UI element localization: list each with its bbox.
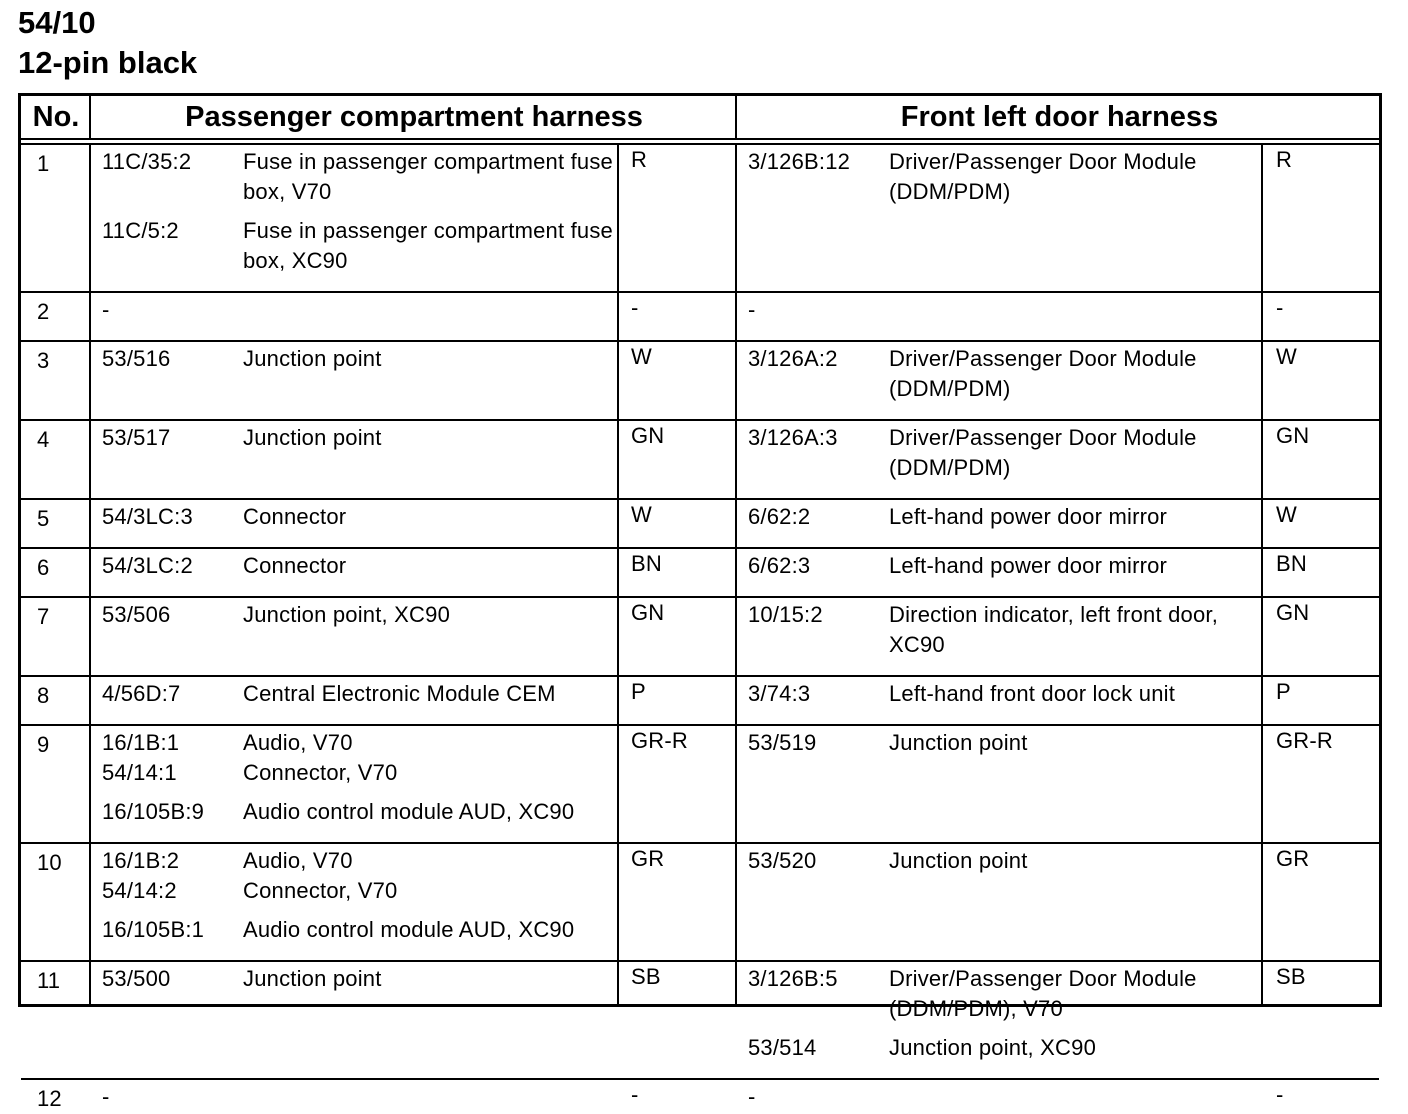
passenger-description: Fuse in passenger compartment fuse box, XC90 (243, 218, 613, 273)
passenger-code: 54/14:1 (102, 760, 177, 785)
passenger-wire-color: - (631, 295, 639, 320)
passenger-wire-color: GN (631, 423, 665, 448)
door-description: Junction point, XC90 (889, 1035, 1097, 1060)
row-divider (21, 291, 1379, 293)
passenger-code: 16/105B:9 (102, 799, 205, 824)
pin-number: 9 (37, 732, 50, 757)
passenger-description: Junction point (243, 425, 382, 450)
passenger-description: Fuse in passenger compartment fuse box, V70 (243, 149, 613, 204)
door-code: 3/126A:2 (748, 346, 838, 371)
row-divider (21, 1078, 1379, 1080)
door-code: 3/126B:5 (748, 966, 838, 991)
passenger-code: 11C/35:2 (102, 149, 192, 174)
header-no: No. (32, 100, 80, 133)
passenger-code: 53/500 (102, 966, 171, 991)
row-divider (21, 143, 1379, 145)
door-wire-color: - (1276, 1082, 1284, 1107)
row-divider (21, 675, 1379, 677)
door-wire-color: P (1276, 679, 1291, 704)
passenger-code: - (102, 1084, 110, 1109)
pin-number: 6 (37, 555, 50, 580)
passenger-code: 16/105B:1 (102, 917, 205, 942)
passenger-wire-color: P (631, 679, 646, 704)
pin-number: 7 (37, 604, 50, 629)
pin-number: 11 (37, 968, 61, 993)
passenger-code: 16/1B:2 (102, 848, 180, 873)
passenger-description: Connector (243, 553, 347, 578)
door-description: Driver/Passenger Door Module (DDM/PDM) (889, 346, 1197, 401)
column-divider (735, 145, 737, 1004)
row-divider (21, 498, 1379, 500)
door-code: 3/126B:12 (748, 149, 851, 174)
passenger-wire-color: R (631, 147, 648, 172)
passenger-wire-color: GR-R (631, 728, 689, 753)
door-code: - (748, 297, 756, 322)
passenger-description: Audio control module AUD, XC90 (243, 799, 575, 824)
door-wire-color: GR (1276, 846, 1310, 871)
door-description: Driver/Passenger Door Module (DDM/PDM), V70 (889, 966, 1197, 1021)
passenger-code: 54/14:2 (102, 878, 177, 903)
passenger-wire-color: BN (631, 551, 662, 576)
door-description: Left-hand power door mirror (889, 504, 1168, 529)
connector-id: 54/10 (18, 5, 96, 40)
row-divider (21, 547, 1379, 549)
passenger-code: 53/516 (102, 346, 171, 371)
door-description: Driver/Passenger Door Module (DDM/PDM) (889, 425, 1197, 480)
column-divider (735, 96, 737, 138)
door-code: 6/62:3 (748, 553, 811, 578)
passenger-code: 53/517 (102, 425, 171, 450)
pin-number: 10 (37, 850, 62, 875)
pin-number: 12 (37, 1086, 62, 1111)
passenger-wire-color: - (631, 1082, 639, 1107)
passenger-wire-color: GN (631, 600, 665, 625)
door-wire-color: R (1276, 147, 1293, 172)
row-divider (21, 724, 1379, 726)
passenger-wire-color: W (631, 344, 652, 369)
passenger-code: 53/506 (102, 602, 171, 627)
door-wire-color: - (1276, 295, 1284, 320)
passenger-wire-color: GR (631, 846, 665, 871)
header-passenger-harness: Passenger compartment harness (185, 100, 643, 133)
passenger-code: - (102, 297, 110, 322)
passenger-description: Audio, V70 (243, 730, 353, 755)
row-divider (21, 960, 1379, 962)
passenger-wire-color: W (631, 502, 652, 527)
passenger-code: 11C/5:2 (102, 218, 179, 243)
pin-number: 8 (37, 683, 50, 708)
door-description: Direction indicator, left front door, XC90 (889, 602, 1219, 657)
door-wire-color: BN (1276, 551, 1307, 576)
column-divider (1261, 145, 1263, 1004)
pin-number: 2 (37, 299, 50, 324)
header-door-harness: Front left door harness (900, 100, 1219, 133)
door-description: Driver/Passenger Door Module (DDM/PDM) (889, 149, 1197, 204)
door-code: 10/15:2 (748, 602, 823, 627)
passenger-description: Junction point (243, 966, 382, 991)
door-description: Junction point (889, 730, 1028, 755)
door-code: 3/74:3 (748, 681, 811, 706)
door-wire-color: W (1276, 502, 1297, 527)
row-divider (21, 340, 1379, 342)
door-description: Junction point (889, 848, 1028, 873)
door-code: 53/514 (748, 1035, 817, 1060)
door-wire-color: GN (1276, 600, 1310, 625)
row-divider (21, 842, 1379, 844)
column-divider (89, 145, 91, 1004)
passenger-description: Connector, V70 (243, 878, 398, 903)
pin-table (18, 93, 1382, 1111)
door-code: 53/519 (748, 730, 817, 755)
passenger-code: 54/3LC:3 (102, 504, 193, 529)
door-code: 6/62:2 (748, 504, 811, 529)
pin-number: 1 (37, 151, 50, 176)
door-wire-color: GN (1276, 423, 1310, 448)
passenger-wire-color: SB (631, 964, 661, 989)
pin-number: 5 (37, 506, 50, 531)
connector-description: 12-pin black (18, 45, 198, 80)
pin-number: 4 (37, 427, 50, 452)
door-wire-color: GR-R (1276, 728, 1334, 753)
door-code: 53/520 (748, 848, 817, 873)
passenger-code: 54/3LC:2 (102, 553, 193, 578)
row-divider (21, 138, 1379, 140)
column-divider (617, 145, 619, 1004)
passenger-description: Connector, V70 (243, 760, 398, 785)
passenger-code: 4/56D:7 (102, 681, 181, 706)
passenger-description: Connector (243, 504, 347, 529)
door-wire-color: W (1276, 344, 1297, 369)
passenger-description: Junction point, XC90 (243, 602, 451, 627)
passenger-description: Junction point (243, 346, 382, 371)
row-divider (21, 419, 1379, 421)
pin-number: 3 (37, 348, 50, 373)
door-description: Left-hand front door lock unit (889, 681, 1176, 706)
passenger-description: Audio, V70 (243, 848, 353, 873)
row-divider (21, 596, 1379, 598)
column-divider (89, 96, 91, 138)
passenger-code: 16/1B:1 (102, 730, 180, 755)
door-code: - (748, 1084, 756, 1109)
door-code: 3/126A:3 (748, 425, 838, 450)
passenger-description: Audio control module AUD, XC90 (243, 917, 575, 942)
door-description: Left-hand power door mirror (889, 553, 1168, 578)
passenger-description: Central Electronic Module CEM (243, 681, 556, 706)
door-wire-color: SB (1276, 964, 1306, 989)
